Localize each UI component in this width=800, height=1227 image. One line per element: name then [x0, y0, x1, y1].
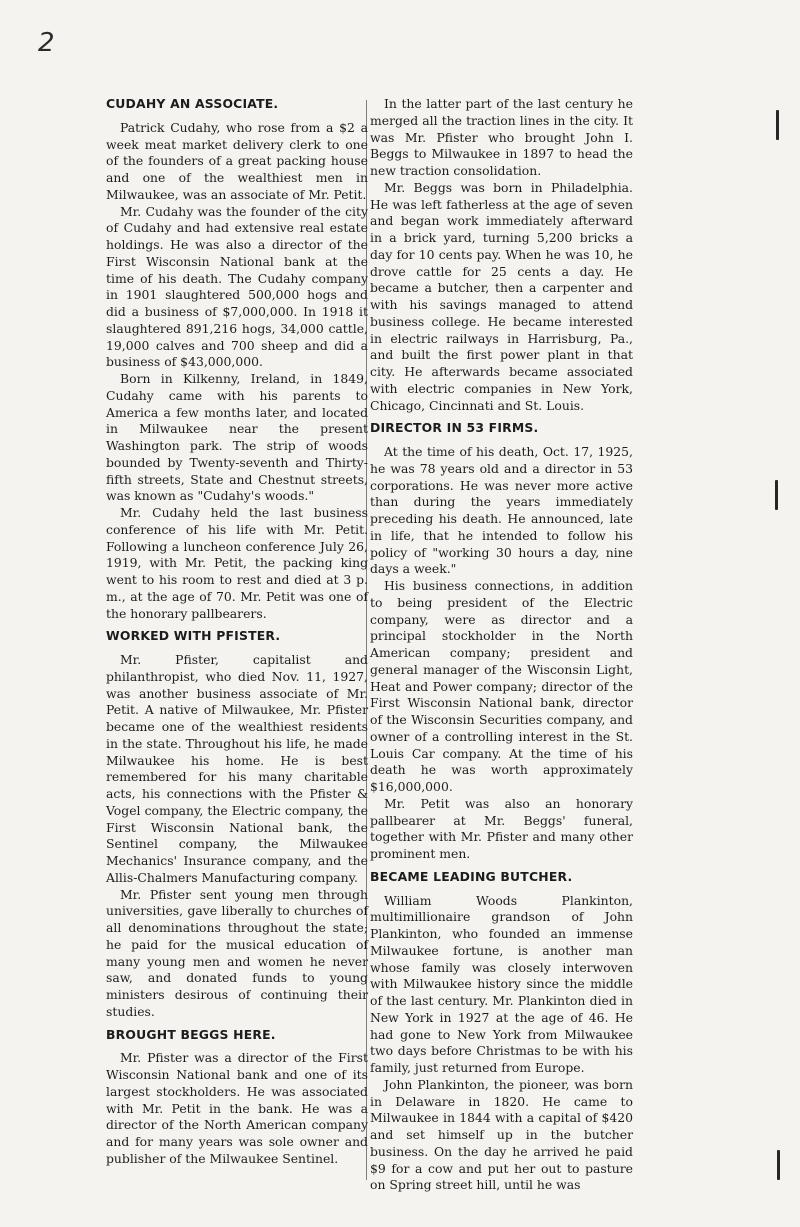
article-paragraph: Mr. Cudahy was the founder of the city of Cudahy and had extensive real estate holdings. He was also a director of the First Wisconsin National bank at the time of his death. The Cudahy company in 1901 slaughtered 500,000 hogs and did a business of $7,000,000. In 1918 it slaughtered 891,216 hogs, 34,000 cattle, 19,000 calves and 700 sheep and did a business of $43,000,000.: [106, 203, 368, 370]
article-paragraph: Mr. Pfister, capitalist and philanthropist, who died Nov. 11, 1927, was another business associate of Mr. Petit. A native of Milwaukee, Mr. Pfister became one of the wealthiest residents in the state. Throughout his life, he made Milwaukee his home. He is best remembered for his many charitable acts, his connections with the Pfister & Vogel company, the Electric company, the First Wisconsin National bank, the Sentinel company, the Milwaukee Mechanics' Insurance company, and the Allis-Chalmers Manufacturing company.: [106, 652, 368, 885]
page-number: 2: [38, 28, 55, 58]
section-heading: CUDAHY AN ASSOCIATE.: [106, 96, 279, 111]
article-paragraph: Patrick Cudahy, who rose from a $2 a week meat market delivery clerk to one of the founders of a great packing house and one of the wealthiest men in Milwaukee, was an associate of Mr. Petit.: [106, 119, 368, 202]
section-heading: WORKED WITH PFISTER.: [106, 628, 281, 644]
article-paragraph: At the time of his death, Oct. 17, 1925, he was 78 years old and a director in 53 corporations. He was never more active than during the years immediately preceding his death. He announced, late in life, that he intended to follow his policy of "working 30 hours a day, nine days a week.": [370, 444, 633, 577]
left-column: [106, 96, 368, 1168]
article-paragraph: William Woods Plankinton, multimillionaire grandson of John Plankinton, who founded an immense Milwaukee fortune, is another man whose family was closely interwoven with Milwaukee history since the middle of the last century. Mr. Plankinton died in New York in 1927 at the age of 46. He had gone to New York from Milwaukee two days before Christmas to be with his family, just returned from Europe.: [370, 892, 633, 1075]
article-paragraph: His business connections, in addition to being president of the Electric company, were as director and a principal stockholder in the North American company; president and general manager of the Wisconsin Light, Heat and Power company; director of the First Wisconsin National bank, director of the Wisconsin Securities company, and owner of a controlling interest in the St. Louis Car company. At the time of his death he was worth approximately $16,000,000.: [370, 578, 633, 794]
article-paragraph: Mr. Beggs was born in Philadelphia. He was left fatherless at the age of seven and began work immediately afterward in a brick yard, turning 5,200 bricks a day for 10 cents pay. When he was 10, he drove cattle for 25 cents a day. He became a butcher, then a carpenter and with his savings managed to attend business college. He became interested in electric railways in Harrisburg, Pa., and built the first power plant in that city. He afterwards became associated with electric companies in New York, Chicago, Cincinnati and St. Louis.: [370, 179, 633, 413]
article-paragraph: Mr. Pfister was a director of the First Wisconsin National bank and one of its largest stockholders. He was associated with Mr. Petit in the bank. He was a director of the North American company and for many years was sole owner and publisher of the Milwaukee Sentinel.: [106, 1050, 368, 1166]
article-paragraph: Born in Kilkenny, Ireland, in 1849, Cudahy came with his parents to America a few months later, and located in Milwaukee near the present Washington park. The strip of woods bounded by Twenty-seventh and Thirty-fifth streets, State and Chestnut streets, was known as "Cudahy's woods.": [106, 371, 368, 504]
section-heading: DIRECTOR IN 53 FIRMS.: [370, 420, 539, 436]
binding-mark: [776, 110, 779, 140]
binding-mark: [775, 480, 778, 510]
section-heading: BROUGHT BEGGS HERE.: [106, 1026, 276, 1042]
right-column: [370, 96, 633, 1194]
binding-mark: [777, 1150, 780, 1180]
article-paragraph: John Plankinton, the pioneer, was born in Delaware in 1820. He came to Milwaukee in 1844 with a capital of $420 and set himself up in the butcher business. On the day he arrived he paid $9 for a cow and put her out to pasture on Spring street hill, until he was: [370, 1076, 633, 1193]
article-paragraph: Mr. Cudahy held the last business conference of his life with Mr. Petit. Following a luncheon conference July 26, 1919, with Mr. Petit, the packing king went to his room to rest and died at 3 p. m., at the age of 70. Mr. Petit was one of the honorary pallbearers.: [106, 505, 368, 621]
article-paragraph: In the latter part of the last century he merged all the traction lines in the city. It was Mr. Pfister who brought John I. Beggs to Milwaukee in 1897 to head the new traction consolidation.: [370, 96, 633, 178]
section-heading: BECAME LEADING BUTCHER.: [370, 868, 573, 884]
article-paragraph: Mr. Pfister sent young men through universities, gave liberally to churches of all denominations throughout the state; he paid for the musical education of many young men and women he never saw, and donated funds to young ministers desirous of continuing their studies.: [106, 886, 368, 1019]
article-paragraph: Mr. Petit was also an honorary pallbearer at Mr. Beggs' funeral, together with Mr. Pfister and many other prominent men.: [370, 795, 633, 861]
